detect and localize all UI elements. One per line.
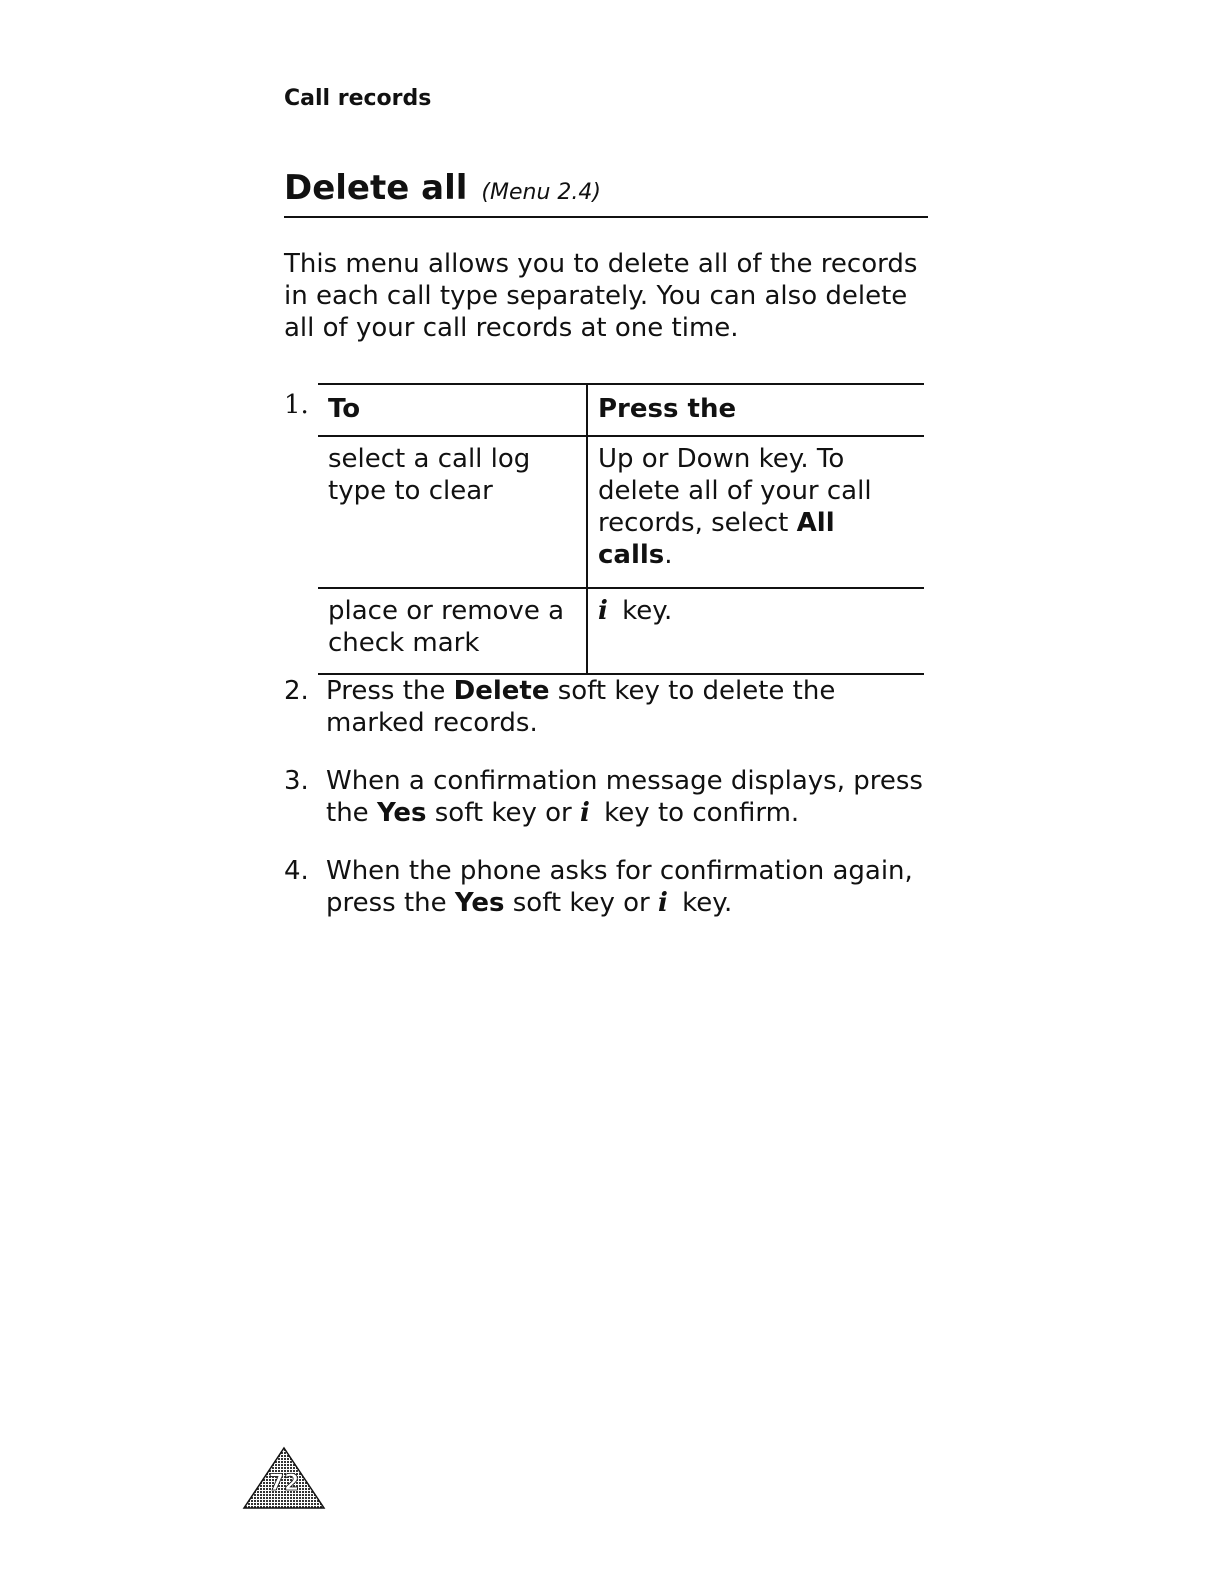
step-bold: Yes <box>454 888 505 918</box>
step-number: 1. <box>284 390 309 420</box>
press-text: Up or Down key. To delete all of your call records, select <box>598 444 872 538</box>
step-bold: Yes <box>376 798 427 828</box>
step-text: When a confirmation message displays, press the <box>326 766 923 828</box>
table-cell-press <box>587 436 924 588</box>
menu-reference: (Menu 2.4) <box>481 180 601 205</box>
steps-list <box>284 675 934 945</box>
step-bold: Delete <box>453 676 550 706</box>
step-item <box>284 765 934 829</box>
table-row <box>318 436 924 588</box>
step-item <box>284 675 934 739</box>
table-row <box>318 588 924 674</box>
step-text: Press the <box>326 676 454 706</box>
step-text: soft key to delete the marked records. <box>326 676 836 738</box>
step-text: key. <box>673 888 733 918</box>
press-suffix: . <box>664 540 673 570</box>
step-number: 4. <box>284 856 309 886</box>
info-key-icon: i <box>658 888 668 918</box>
page-heading <box>284 168 928 218</box>
press-text: key. <box>613 596 673 626</box>
step-text: soft key or <box>426 798 581 828</box>
intro-paragraph: This menu allows you to delete all of the records in each call type separately. You can also delete all of your call records at one time. <box>284 249 918 343</box>
key-table <box>318 383 924 675</box>
press-bold: All calls <box>598 508 835 570</box>
step-item <box>284 855 934 919</box>
section-label: Call records <box>284 86 432 111</box>
table-header-press: Press the <box>587 384 924 436</box>
step-number: 3. <box>284 766 309 796</box>
page-number: 72 <box>268 1471 300 1496</box>
step-text: When the phone asks for confirmation again, press the <box>326 856 913 918</box>
step-number: 2. <box>284 676 309 706</box>
table-cell-press <box>587 588 924 674</box>
info-key-icon: i <box>598 596 608 626</box>
table-header-to: To <box>318 384 587 436</box>
table-cell-to: select a call log type to clear <box>318 436 587 588</box>
page-title: Delete all <box>284 168 468 208</box>
triangle-page-icon <box>242 1446 326 1510</box>
info-key-icon: i <box>580 798 590 828</box>
step-text: soft key or <box>504 888 658 918</box>
step-text: key to confirm. <box>595 798 800 828</box>
table-cell-to: place or remove a check mark <box>318 588 587 674</box>
